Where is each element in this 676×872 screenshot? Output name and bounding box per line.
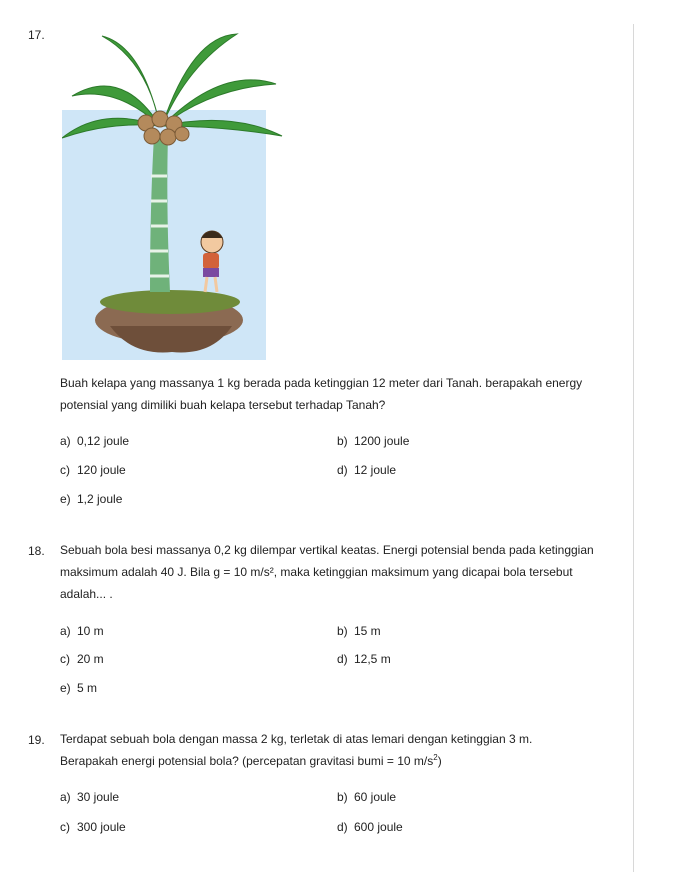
tree-trunk [150, 136, 170, 292]
question-18-option[interactable]: b) 15 m [337, 624, 381, 638]
question-17-option[interactable]: b) 1200 joule [337, 434, 410, 448]
question-18-option[interactable]: c) 20 m [60, 652, 104, 666]
question-18-option[interactable]: e) 5 m [60, 681, 98, 695]
question-19-option[interactable]: c) 300 joule [60, 820, 126, 834]
question-17-option[interactable]: c) 120 joule [60, 463, 126, 477]
question-18-number: 18. [28, 544, 45, 558]
grass-top [100, 290, 240, 314]
page-right-rule [633, 24, 634, 872]
question-18-option[interactable]: a) 10 m [60, 624, 104, 638]
question-17-number: 17. [28, 28, 45, 42]
question-19-option[interactable]: d) 600 joule [337, 820, 403, 834]
question-19-number: 19. [28, 733, 45, 747]
question-17-option[interactable]: d) 12 joule [337, 463, 397, 477]
question-18-option[interactable]: d) 12,5 m [337, 652, 391, 666]
question-17-option[interactable]: a) 0,12 joule [60, 434, 130, 448]
coconut-tree-illustration [62, 26, 292, 360]
question-19-option[interactable]: a) 30 joule [60, 790, 120, 804]
question-17-text: Buah kelapa yang massanya 1 kg berada pada ketinggian 12 meter dari Tanah. berapakah energy potensial yang dimiliki buah kelapa tersebut terhadap Tanah? [60, 376, 583, 412]
question-17-option[interactable]: e) 1,2 joule [60, 492, 123, 506]
question-19-option[interactable]: b) 60 joule [337, 790, 397, 804]
question-19-text: Terdapat sebuah bola dengan massa 2 kg, terletak di atas lemari dengan ketinggian 3 m. Berapakah energi potensial bola? (percepatan gravitasi bumi = 10 $m/s^2$) [60, 732, 533, 768]
question-18-text: Sebuah bola besi massanya 0,2 kg dilempar vertikal keatas. Energi potensial benda pada ketinggian maksimum adalah 40 J. Bila g = 10 m/s², maka ketinggian maksimum yang dicapai bola tersebut adalah... . [60, 543, 594, 601]
